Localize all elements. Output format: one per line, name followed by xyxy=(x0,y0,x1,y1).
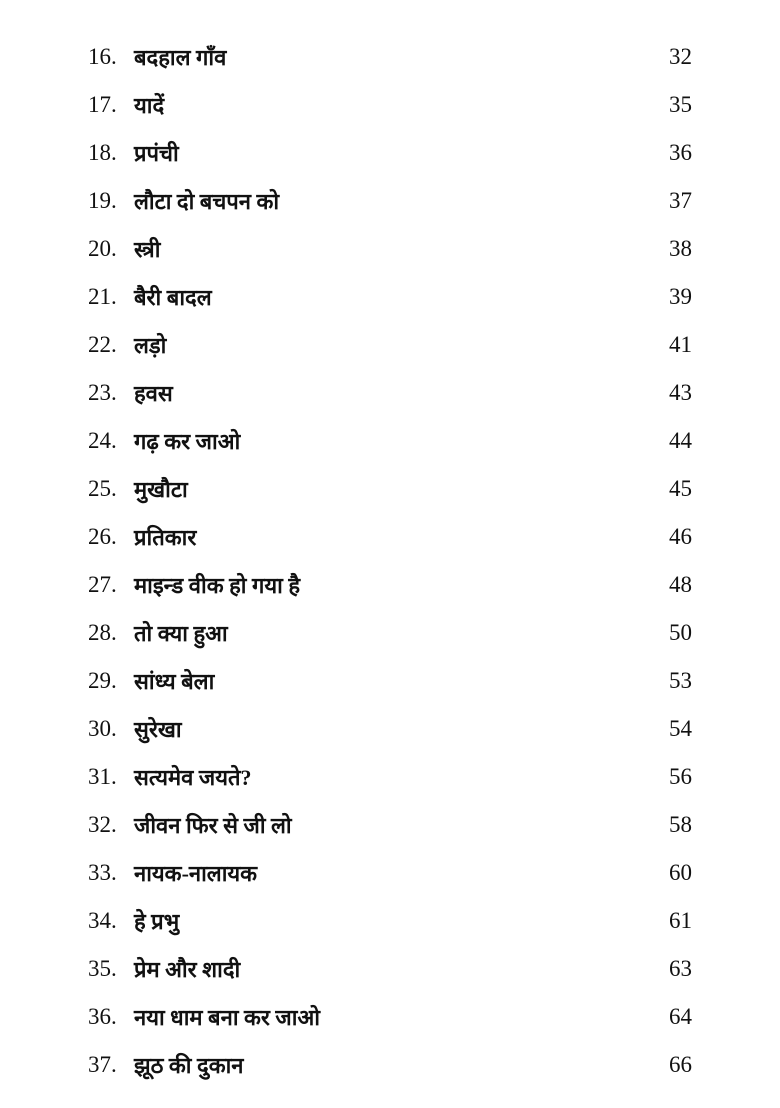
entry-title: लड़ो xyxy=(134,333,167,358)
entry-page-number: 66 xyxy=(669,1052,692,1077)
entry-number: 23. xyxy=(88,380,117,405)
entry-number: 24. xyxy=(88,428,117,453)
toc-entry xyxy=(88,849,692,897)
entry-page-number: 61 xyxy=(669,908,692,933)
toc-entry xyxy=(88,177,692,225)
entry-number: 16. xyxy=(88,44,117,69)
entry-title: सुरेखा xyxy=(134,717,182,742)
entry-title: प्रतिकार xyxy=(134,525,197,550)
entry-page-number: 48 xyxy=(669,572,692,597)
entry-page-number: 54 xyxy=(669,716,692,741)
entry-page-number: 41 xyxy=(669,332,692,357)
toc-entry xyxy=(88,513,692,561)
entry-title: हे प्रभु xyxy=(134,909,180,934)
entry-page-number: 64 xyxy=(669,1004,692,1029)
entry-title: नया धाम बना कर जाओ xyxy=(134,1005,320,1030)
entry-number: 19. xyxy=(88,188,117,213)
entry-number: 17. xyxy=(88,92,117,117)
entry-number: 36. xyxy=(88,1004,117,1029)
toc-entry xyxy=(88,321,692,369)
entry-title: प्रेम और शादी xyxy=(134,957,241,982)
entry-number: 26. xyxy=(88,524,117,549)
entry-number: 29. xyxy=(88,668,117,693)
entry-page-number: 37 xyxy=(669,188,692,213)
toc-entry xyxy=(88,993,692,1041)
entry-title: सांध्य बेला xyxy=(134,669,215,694)
entry-title: बैरी बादल xyxy=(134,285,212,310)
toc-entry xyxy=(88,945,692,993)
toc-entry xyxy=(88,705,692,753)
entry-number: 31. xyxy=(88,764,117,789)
entry-number: 22. xyxy=(88,332,117,357)
entry-page-number: 38 xyxy=(669,236,692,261)
toc-entry xyxy=(88,273,692,321)
toc-entry xyxy=(88,609,692,657)
entry-number: 34. xyxy=(88,908,117,933)
entry-page-number: 53 xyxy=(669,668,692,693)
entry-title: प्रपंची xyxy=(134,141,179,166)
toc-entry xyxy=(88,465,692,513)
entry-page-number: 44 xyxy=(669,428,692,453)
entry-title: यादें xyxy=(134,93,165,118)
entry-page-number: 50 xyxy=(669,620,692,645)
entry-page-number: 56 xyxy=(669,764,692,789)
toc-entry xyxy=(88,561,692,609)
entry-title: लौटा दो बचपन को xyxy=(134,189,280,214)
entry-title: माइन्ड वीक हो गया है xyxy=(134,573,301,598)
entry-number: 27. xyxy=(88,572,117,597)
entry-number: 20. xyxy=(88,236,117,261)
entry-title: मुखौटा xyxy=(134,477,188,502)
toc-entry xyxy=(88,417,692,465)
entry-number: 18. xyxy=(88,140,117,165)
entry-page-number: 45 xyxy=(669,476,692,501)
toc-entry xyxy=(88,1041,692,1089)
entry-page-number: 58 xyxy=(669,812,692,837)
entry-number: 32. xyxy=(88,812,117,837)
entry-number: 30. xyxy=(88,716,117,741)
entry-title: सत्यमेव जयते? xyxy=(134,765,252,790)
entry-title: हवस xyxy=(134,381,173,406)
toc-entry xyxy=(88,753,692,801)
entry-title: गढ़ कर जाओ xyxy=(134,429,241,454)
entry-number: 37. xyxy=(88,1052,117,1077)
entry-page-number: 39 xyxy=(669,284,692,309)
toc-entry xyxy=(88,897,692,945)
toc-entry xyxy=(88,81,692,129)
toc-entry xyxy=(88,129,692,177)
entry-number: 33. xyxy=(88,860,117,885)
toc-entry xyxy=(88,33,692,81)
toc-entry xyxy=(88,225,692,273)
entry-title: स्त्री xyxy=(134,237,161,262)
entry-title: बदहाल गाँव xyxy=(134,45,227,70)
toc-entry xyxy=(88,369,692,417)
toc-entry xyxy=(88,657,692,705)
entry-page-number: 36 xyxy=(669,140,692,165)
table-of-contents xyxy=(88,33,692,1089)
entry-title: झूठ की दुकान xyxy=(134,1053,244,1078)
entry-page-number: 60 xyxy=(669,860,692,885)
entry-number: 35. xyxy=(88,956,117,981)
entry-page-number: 43 xyxy=(669,380,692,405)
entry-title: तो क्या हुआ xyxy=(134,621,228,646)
entry-page-number: 63 xyxy=(669,956,692,981)
toc-entry xyxy=(88,801,692,849)
entry-page-number: 35 xyxy=(669,92,692,117)
entry-page-number: 32 xyxy=(669,44,692,69)
entry-number: 28. xyxy=(88,620,117,645)
entry-number: 21. xyxy=(88,284,117,309)
entry-page-number: 46 xyxy=(669,524,692,549)
entry-title: जीवन फिर से जी लो xyxy=(134,813,292,838)
entry-title: नायक-नालायक xyxy=(134,861,258,886)
entry-number: 25. xyxy=(88,476,117,501)
